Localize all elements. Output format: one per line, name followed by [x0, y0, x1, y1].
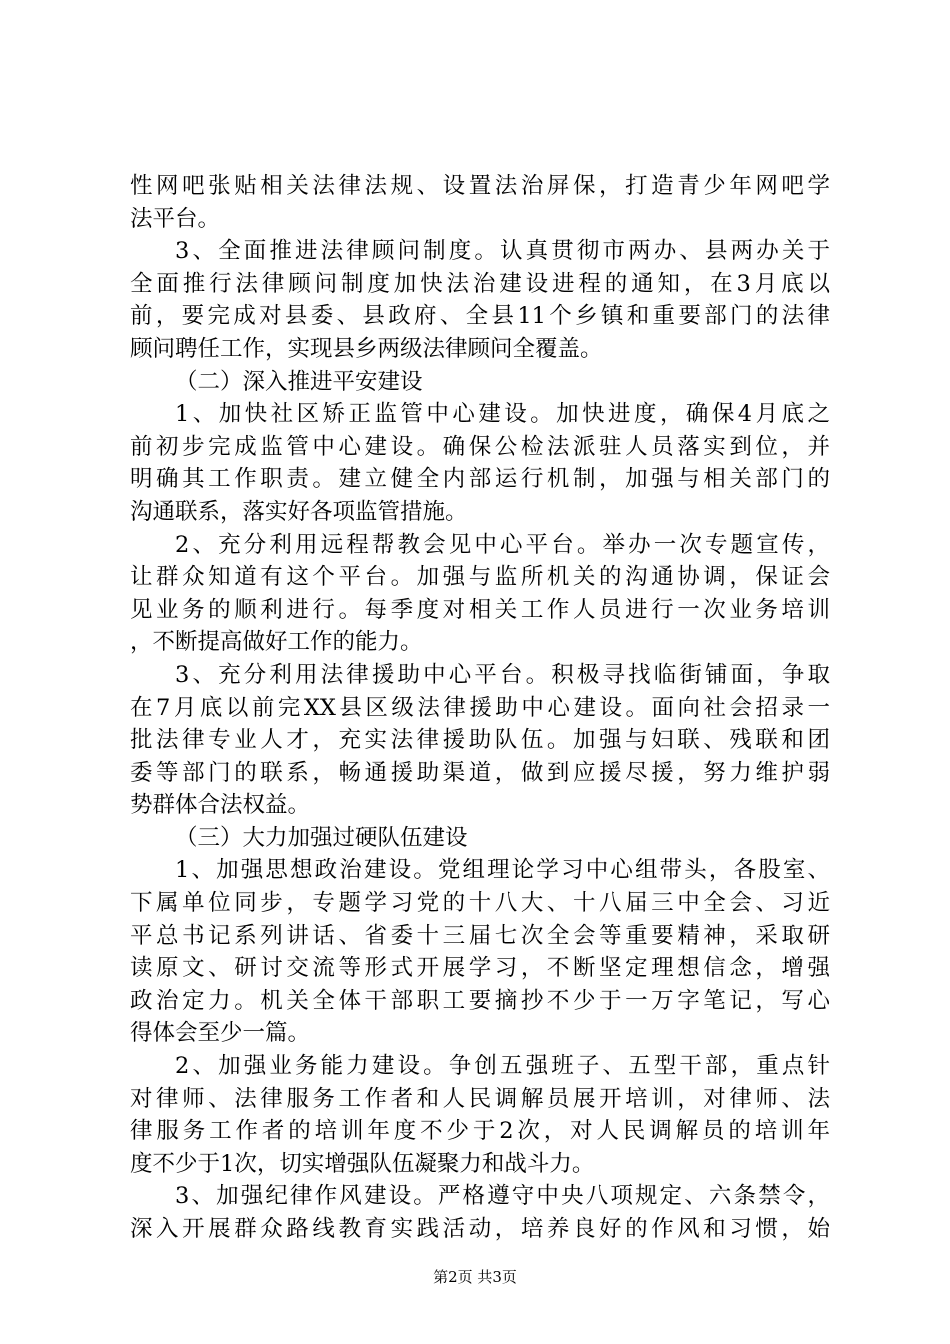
body-text-line: 平总书记系列讲话、省委十三届七次全会等重要精神，采取研: [130, 922, 830, 949]
body-text-line: 前，要完成对县委、县政府、全县11个乡镇和重要部门的法律: [130, 303, 830, 330]
body-text-line: 1、加快社区矫正监管中心建设。加快进度，确保4月底之: [175, 401, 830, 428]
body-text-line: 2、加强业务能力建设。争创五强班子、五型干部，重点针: [175, 1053, 830, 1080]
section-heading: （二）深入推进平安建设: [175, 368, 423, 395]
body-text-line: 让群众知道有这个平台。加强与监所机关的沟通协调，保证会: [130, 564, 830, 591]
body-text-line: 深入开展群众路线教育实践活动，培养良好的作风和习惯，始: [130, 1216, 830, 1242]
body-text-line: 3、充分利用法律援助中心平台。积极寻找临街铺面，争取: [175, 661, 830, 688]
body-text-line: 前初步完成监管中心建设。确保公检法派驻人员落实到位，并: [130, 433, 830, 460]
section-heading: （三）大力加强过硬队伍建设: [175, 824, 468, 851]
body-text-line: 明确其工作职责。建立健全内部运行机制，加强与相关部门的: [130, 466, 830, 493]
body-text-line: 委等部门的联系，畅通援助渠道，做到应援尽援，努力维护弱: [130, 759, 830, 786]
body-text-line: 全面推行法律顾问制度加快法治建设进程的通知，在3月底以: [130, 270, 830, 297]
body-text-line: 下属单位同步，专题学习党的十八大、十八届三中全会、习近: [130, 890, 830, 917]
page-footer: 第2页 共3页: [433, 1268, 517, 1286]
document-body: [130, 170, 830, 1246]
body-text-line: 沟通联系，落实好各项监管措施。: [130, 498, 468, 525]
body-text-line: 政治定力。机关全体干部职工要摘抄不少于一万字笔记，写心: [130, 987, 830, 1014]
body-text-line: 批法律专业人才，充实法律援助队伍。加强与妇联、残联和团: [130, 727, 830, 754]
body-text-line: 法平台。: [130, 205, 221, 232]
body-text-line: 律服务工作者的培训年度不少于2次，对人民调解员的培训年: [130, 1118, 830, 1145]
body-text-line: 2、充分利用远程帮教会见中心平台。举办一次专题宣传，: [175, 531, 830, 558]
body-text-line: 势群体合法权益。: [130, 792, 311, 819]
body-text-line: 见业务的顺利进行。每季度对相关工作人员进行一次业务培训: [130, 596, 830, 623]
body-text-line: ，不断提高做好工作的能力。: [130, 629, 423, 656]
body-text-line: 得体会至少一篇。: [130, 1020, 311, 1047]
body-text-line: 对律师、法律服务工作者和人民调解员展开培训，对律师、法: [130, 1085, 830, 1112]
body-text-line: 读原文、研讨交流等形式开展学习，不断坚定理想信念，增强: [130, 955, 830, 982]
body-text-line: 在7月底以前完XX县区级法律援助中心建设。面向社会招录一: [130, 694, 830, 721]
body-text-line: 3、全面推进法律顾问制度。认真贯彻市两办、县两办关于: [175, 238, 830, 265]
body-text-line: 顾问聘任工作，实现县乡两级法律顾问全覆盖。: [130, 335, 603, 362]
body-text-line: 性网吧张贴相关法律法规、设置法治屏保，打造青少年网吧学: [130, 173, 830, 199]
body-text-line: 1、加强思想政治建设。党组理论学习中心组带头，各股室、: [175, 857, 830, 884]
body-text-line: 度不少于1次，切实增强队伍凝聚力和战斗力。: [130, 1150, 595, 1177]
body-text-line: 3、加强纪律作风建设。严格遵守中央八项规定、六条禁令，: [175, 1183, 830, 1210]
